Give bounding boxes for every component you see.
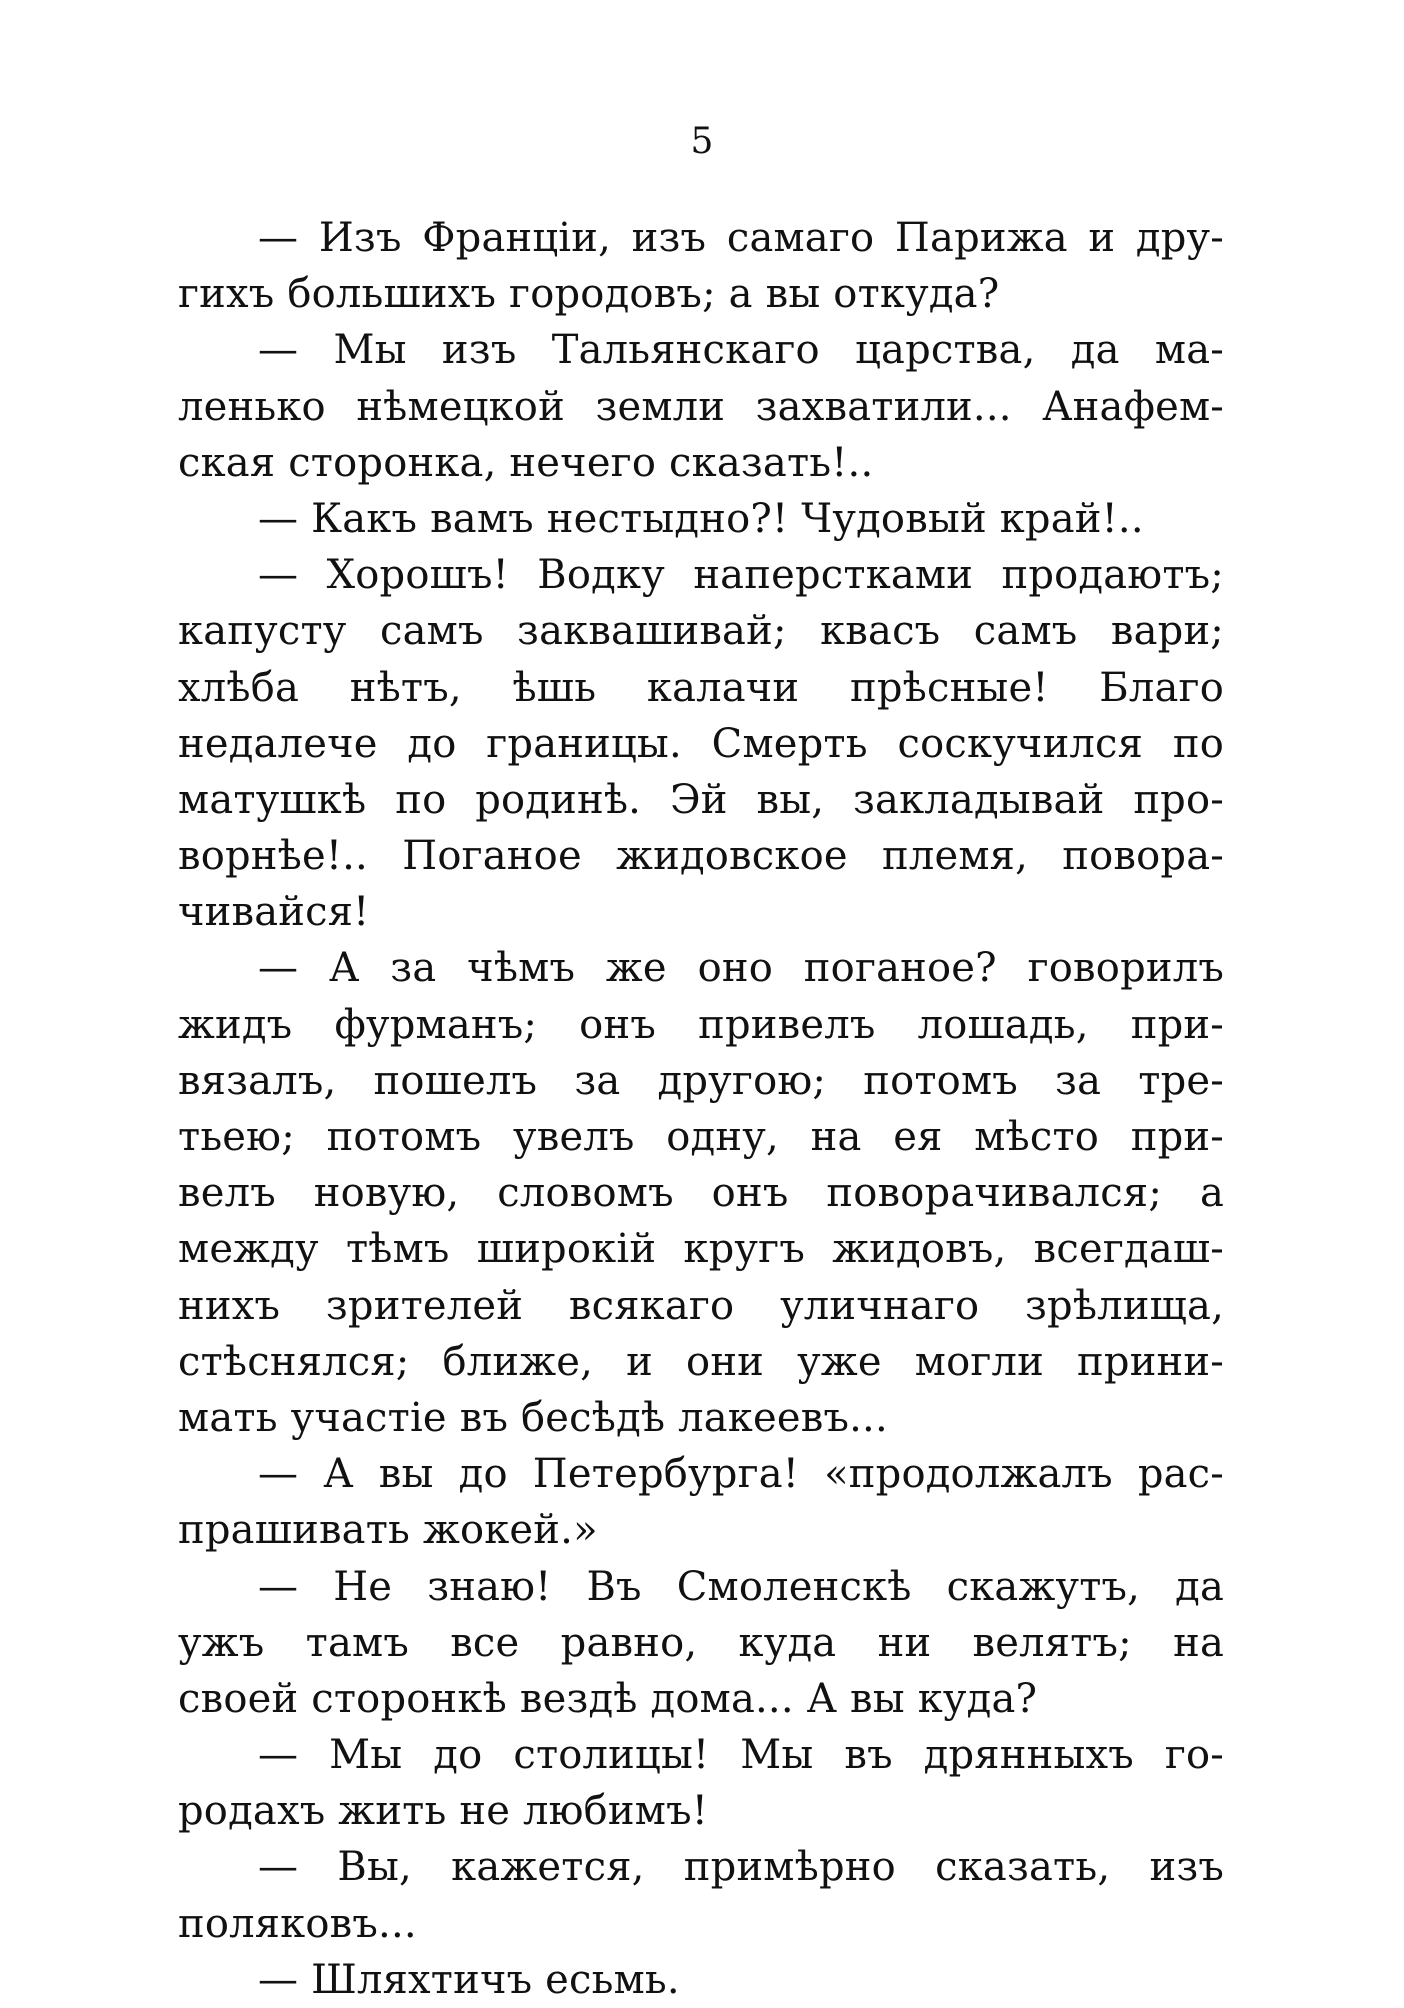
text-line: — Хорошъ! Водку наперстками продаютъ; (258, 552, 1224, 599)
text-line: поляковъ... (178, 1900, 417, 1947)
text-line: чивайся! (178, 889, 370, 936)
text-line: гихъ большихъ городовъ; а вы откуда? (178, 271, 1000, 318)
text-line: — Изъ Франціи, изъ самаго Парижа и дру- (258, 215, 1224, 261)
text-line: матушкѣ по родинѣ. Эй вы, закладывай про- (178, 776, 1224, 823)
page-number: 5 (690, 121, 714, 162)
text-line: — Какъ вамъ нестыдно?! Чудовый край!.. (258, 495, 1144, 542)
text-line: между тѣмъ широкій кругъ жидовъ, всегдаш- (178, 1226, 1224, 1273)
body-text (178, 210, 1224, 2008)
text-line: нихъ зрителей всякаго уличнаго зрѣлища, (178, 1282, 1224, 1329)
text-line: прашивать жокей.» (178, 1507, 598, 1554)
text-line: — А вы до Петербурга! «продолжалъ рас- (258, 1451, 1224, 1498)
text-line: родахъ жить не любимъ! (178, 1788, 709, 1835)
text-line: хлѣба нѣтъ, ѣшь калачи прѣсные! Благо (178, 664, 1224, 711)
text-line: ская сторонка, нечего сказать!.. (178, 439, 874, 486)
text-line: капусту самъ заквашивай; квасъ самъ вари; (178, 608, 1224, 655)
text-line: недалече до границы. Смерть соскучился по (178, 720, 1224, 767)
text-line: — А за чѣмъ же оно поганое? говорилъ (258, 945, 1224, 992)
text-line: тьею; потомъ увелъ одну, на ея мѣсто при- (178, 1114, 1224, 1160)
text-line: жидъ фурманъ; онъ привелъ лошадь, при- (178, 1001, 1224, 1048)
text-line: стѣснялся; ближе, и они уже могли прини- (178, 1338, 1224, 1385)
text-line: — Шляхтичъ есьмь. (258, 1956, 680, 2003)
text-line: вязалъ, пошелъ за другою; потомъ за тре- (178, 1057, 1224, 1104)
text-line: ужъ тамъ все равно, куда ни велятъ; на (178, 1619, 1224, 1666)
text-line: ленько нѣмецкой земли захватили... Анафем- (178, 383, 1224, 430)
text-line: мать участіе въ бесѣдѣ лакеевъ... (178, 1394, 888, 1441)
text-line: своей сторонкѣ вездѣ дома... А вы куда? (178, 1675, 1038, 1722)
text-line: ворнѣе!.. Поганое жидовское племя, повора- (178, 833, 1224, 880)
text-line: — Вы, кажется, примѣрно сказать, изъ (258, 1844, 1224, 1891)
text-line: — Мы до столицы! Мы въ дрянныхъ го- (258, 1732, 1224, 1779)
text-line: — Мы изъ Тальянскаго царства, да ма- (258, 327, 1224, 374)
text-line: велъ новую, словомъ онъ поворачивался; а (178, 1170, 1224, 1217)
text-line: — Не знаю! Въ Смоленскѣ скажутъ, да (258, 1563, 1224, 1610)
